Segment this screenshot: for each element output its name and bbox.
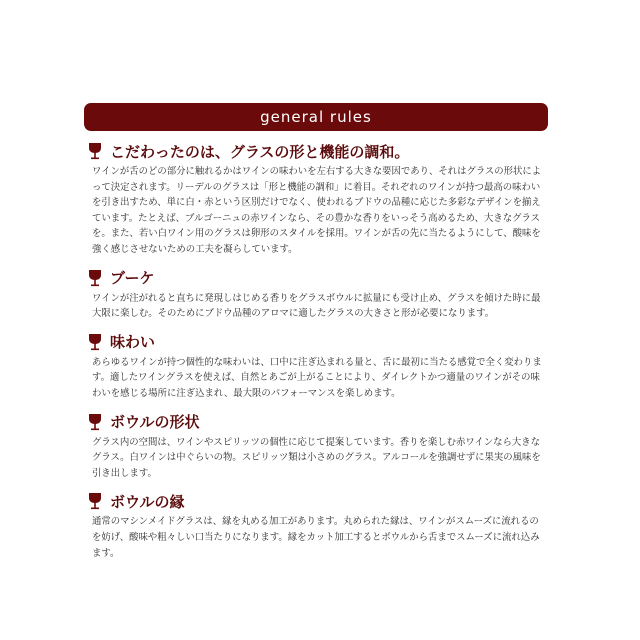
header-title: general rules	[260, 108, 372, 126]
section-heading	[84, 332, 548, 352]
section-body: グラス内の空間は、ワインやスピリッツの個性に応じて提案しています。香りを楽しむ赤ワインなら大きなグラス。白ワインは中ぐらいの物。スピリッツ類は小さめのグラス。アルコールを強調せずに果実の風味を引き出します。	[92, 436, 541, 479]
section-bowl-shape	[84, 412, 548, 482]
section-title: ボウルの形状	[110, 413, 200, 432]
section-body: ワインが舌のどの部分に触れるかはワインの味わいを左右する大きな要因であり、それはグラスの形状によって決定されます。リーデルのグラスは「形と機能の調和」に着目。それぞれのワインが持つ最高の味わいを引き出すため、単に白・赤という区別だけでなく、使われるブドウの品種に応じた多彩なデザインを揃えています。たとえば、ブルゴーニュの赤ワインなら、その豊かな香りをいっそう高めるため、大きなグラスを。また、若い白ワイン用のグラスは卵形のスタイルを採用。ワインが舌の先に当たるようにして、酸味を強く感じさせないための工夫を凝らしています。	[92, 166, 542, 255]
section-heading	[84, 491, 548, 511]
section-heading	[84, 412, 548, 432]
section-body: あらゆるワインが持つ個性的な味わいは、口中に注ぎ込まれる量と、舌に最初に当たる感覚で全く変わります。適したワイングラスを使えば、自然とあごが上がることにより、ダイレクトかつ適量のワインがその味わいを感じる場所に注ぎ込まれ、最大限のパフォーマンスを楽しめます。	[92, 356, 542, 399]
section-bowl-rim	[84, 491, 548, 561]
section-title: 味わい	[110, 333, 156, 352]
section-heading	[84, 268, 548, 288]
section-heading	[84, 141, 548, 161]
wine-glass-icon	[88, 269, 102, 287]
section-form-function	[84, 141, 548, 258]
section-title: ブーケ	[110, 269, 155, 288]
header-bar	[84, 103, 548, 131]
wine-glass-icon	[88, 142, 102, 160]
rules-panel	[84, 103, 548, 561]
wine-glass-icon	[88, 492, 102, 510]
wine-glass-icon	[88, 413, 102, 431]
section-body: 通常のマシンメイドグラスは、縁を丸める加工があります。丸められた縁は、ワインがスムーズに流れるのを妨げ、酸味や粗々しい口当たりになります。縁をカット加工するとボウルから舌までスムーズに流れ込みます。	[92, 516, 540, 559]
wine-glass-icon	[88, 333, 102, 351]
section-body: ワインが注がれると直ちに発現しはじめる香りをグラスボウルに拡量にも受け止め、グラスを傾けた時に最大限に楽しむ。そのためにブドウ品種のアロマに適したグラスの大きさと形が必要になります。	[92, 292, 541, 320]
section-taste	[84, 332, 548, 402]
section-title: こだわったのは、グラスの形と機能の調和。	[110, 142, 410, 161]
section-bouquet	[84, 268, 548, 322]
section-title: ボウルの縁	[110, 492, 185, 511]
